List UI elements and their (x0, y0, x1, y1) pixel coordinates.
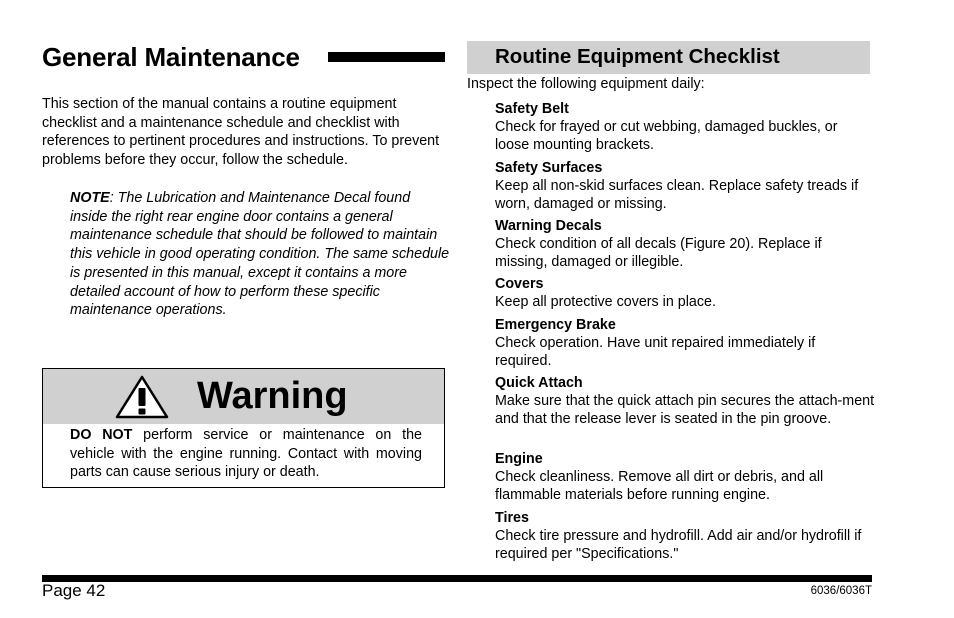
note-label: NOTE (70, 190, 110, 206)
warning-title: Warning (197, 375, 348, 417)
warning-triangle-icon (115, 375, 169, 419)
intro-paragraph: This section of the manual contains a routine equipment checklist and a maintenance schedule and checklist with references to pertinent procedures and instructions. To prevent problems before they occur, follow the schedule. (42, 96, 440, 169)
warning-header (43, 369, 444, 424)
note-text: : The Lubrication and Maintenance Decal found inside the right rear engine door contains a general maintenance schedule that should be followed to maintain this vehicle in good operating condition. The same schedule is presented in this manual, except it contains a more detailed account of how to perform these specific maintenance operations. (70, 190, 450, 319)
item-desc: Keep all protective covers in place. (495, 294, 716, 310)
model-number: 6036/6036T (810, 585, 872, 597)
item-title: Emergency Brake (495, 317, 616, 333)
warning-emphasis: DO NOT (70, 427, 133, 443)
item-title: Tires (495, 510, 529, 526)
checklist-item-tires (495, 509, 875, 563)
warning-body: perform service or maintenance on the vehicle with the engine running. Contact with moving parts can cause serious injury or death. (70, 427, 422, 481)
section-title: General Maintenance (42, 42, 300, 72)
title-rule-bar (328, 52, 445, 62)
checklist-header (467, 41, 870, 74)
checklist-item-engine (495, 450, 875, 504)
item-desc: Check condition of all decals (Figure 20). Replace if missing, damaged or illegible. (495, 236, 822, 271)
item-title: Safety Surfaces (495, 160, 603, 176)
item-title: Safety Belt (495, 101, 569, 117)
note-paragraph (70, 189, 450, 320)
footer-rule (42, 575, 872, 582)
item-title: Warning Decals (495, 218, 602, 234)
item-desc: Check operation. Have unit repaired immediately if required. (495, 335, 816, 370)
page-number: Page 42 (42, 581, 106, 600)
item-desc: Make sure that the quick attach pin secures the attach-ment and that the release lever is seated in the pin groove. (495, 393, 875, 428)
warning-box (42, 368, 445, 488)
item-title: Engine (495, 451, 543, 467)
checklist-item-safety-belt (495, 100, 875, 154)
warning-text (70, 426, 422, 482)
checklist-item-covers (495, 275, 875, 311)
item-desc: Check for frayed or cut webbing, damaged buckles, or loose mounting brackets. (495, 119, 838, 154)
checklist-intro: Inspect the following equipment daily: (467, 76, 705, 92)
checklist-item-quick-attach (495, 374, 875, 428)
item-desc: Keep all non-skid surfaces clean. Replace safety treads if worn, damaged or missing. (495, 178, 859, 213)
item-desc: Check cleanliness. Remove all dirt or debris, and all flammable materials before running engine. (495, 469, 824, 504)
item-title: Covers (495, 276, 544, 292)
checklist-item-safety-surfaces (495, 159, 875, 213)
item-desc: Check tire pressure and hydrofill. Add air and/or hydrofill if required per "Specifications." (495, 528, 862, 563)
checklist-item-warning-decals (495, 217, 875, 271)
checklist-title: Routine Equipment Checklist (495, 45, 780, 68)
item-title: Quick Attach (495, 375, 583, 391)
checklist-item-emergency-brake (495, 316, 875, 370)
